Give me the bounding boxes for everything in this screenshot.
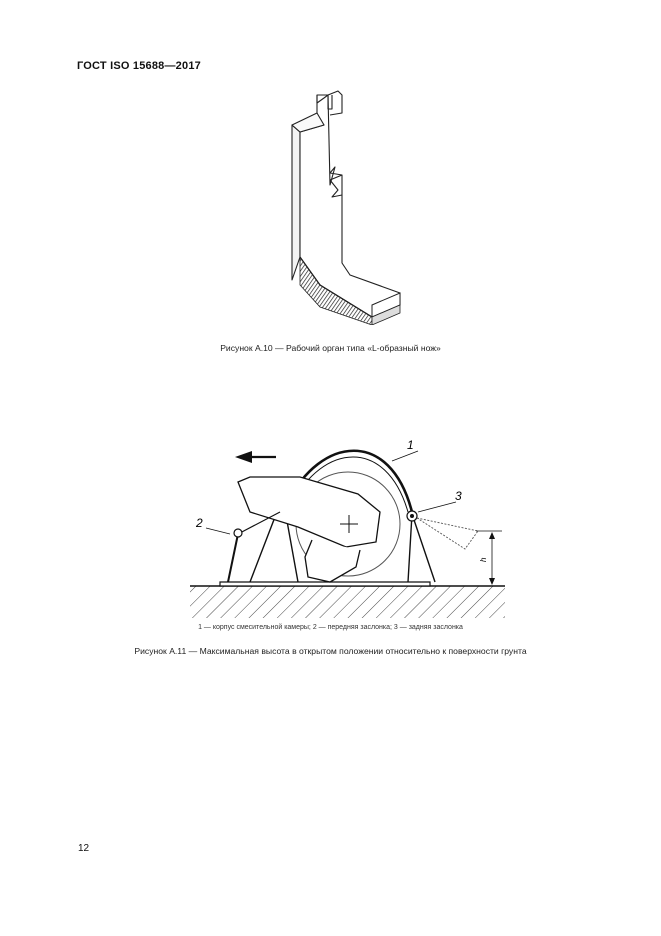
figure-a11-legend: 1 — корпус смесительной камеры; 2 — передняя заслонка; 3 — задняя заслонка — [198, 624, 463, 631]
callout-2: 2 — [196, 516, 203, 530]
figure-a10-drawing — [280, 85, 410, 325]
page-number: 12 — [78, 843, 90, 854]
document-header: ГОСТ ISO 15688—2017 — [77, 60, 201, 72]
figure-a10-caption: Рисунок А.10 — Рабочий орган типа «L-образный нож» — [220, 343, 441, 353]
direction-arrow-icon — [235, 451, 276, 463]
figure-a11-drawing — [180, 432, 510, 622]
callout-3: 3 — [455, 489, 462, 503]
dimension-h-label: h — [479, 557, 488, 562]
callout-1: 1 — [407, 438, 414, 452]
figure-a11-caption: Рисунок А.11 — Максимальная высота в открытом положении относительно к поверхности грунта — [134, 646, 527, 656]
